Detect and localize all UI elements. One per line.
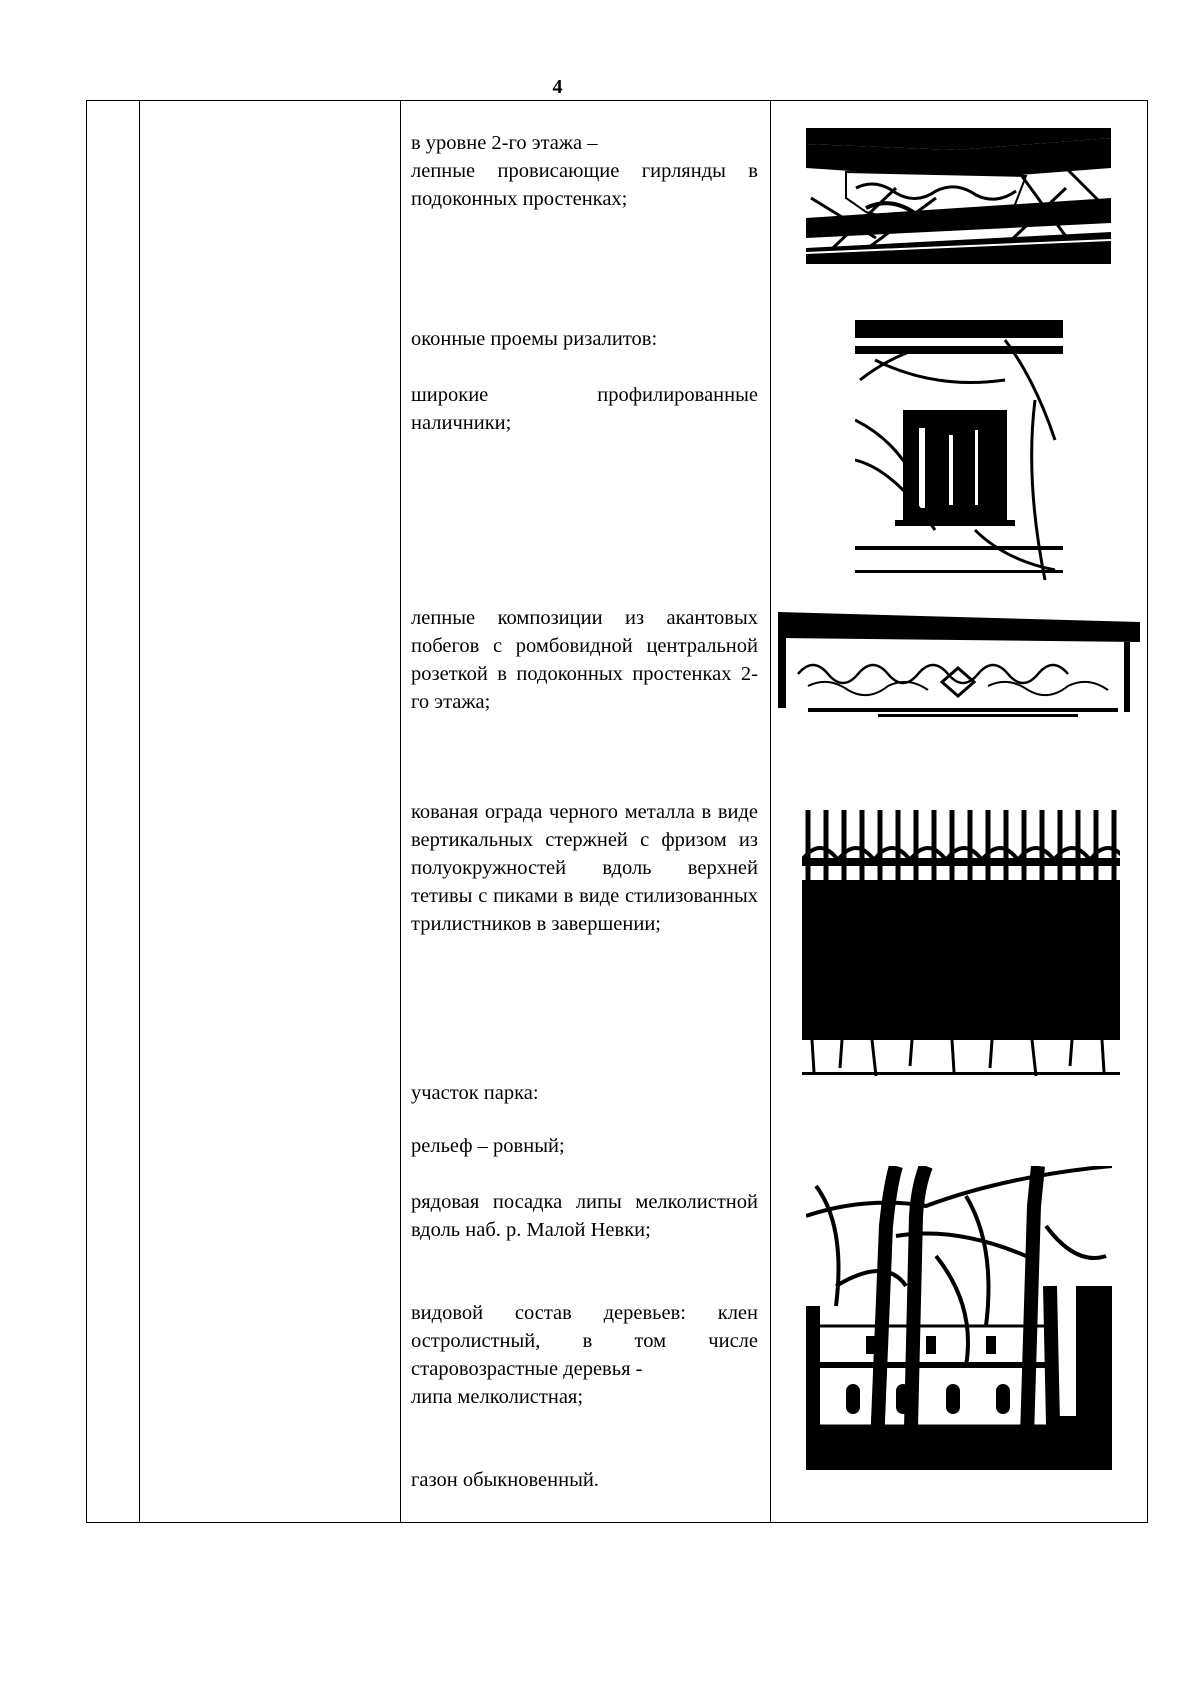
item-garlands-level: в уровне 2-го этажа – bbox=[411, 132, 598, 154]
column-divider-1 bbox=[139, 100, 140, 1523]
item-forged-fence: кованая ограда черного металла в виде вертикальных стержней с фризом из полуокружностей вдоль верхней тетивы с пиками в виде стилизованных трилистников в завершении; bbox=[411, 801, 758, 935]
item-tree-species-linden: липа мелколистная; bbox=[411, 1386, 584, 1408]
column-divider-3 bbox=[770, 100, 771, 1523]
photo-forged-fence bbox=[802, 810, 1120, 1080]
photo-window-casing bbox=[855, 320, 1063, 598]
item-window-openings-heading: оконные проемы ризалитов: bbox=[411, 328, 658, 350]
photo-acanthus-relief bbox=[778, 612, 1140, 719]
item-relief: рельеф – ровный; bbox=[411, 1135, 565, 1157]
photo-garlands bbox=[806, 128, 1111, 264]
item-lawn: газон обыкновенный. bbox=[411, 1469, 599, 1491]
item-window-casings: широкие профилированные наличники; bbox=[411, 384, 758, 434]
photo-park-trees bbox=[806, 1166, 1112, 1470]
page-number: 4 bbox=[552, 76, 563, 98]
item-tree-species: видовой состав деревьев: клен остролистный, в том числе старовозрастные деревья - bbox=[411, 1302, 758, 1380]
column-divider-2 bbox=[400, 100, 401, 1523]
item-acanthus-compositions: лепные композиции из акантовых побегов с ромбовидной центральной розеткой в подоконных простенках 2-го этажа; bbox=[411, 607, 758, 713]
item-linden-row: рядовая посадка липы мелколистной вдоль наб. р. Малой Невки; bbox=[411, 1191, 758, 1241]
item-garlands: лепные провисающие гирлянды в подоконных простенках; bbox=[411, 160, 758, 210]
item-park-heading: участок парка: bbox=[411, 1082, 539, 1104]
